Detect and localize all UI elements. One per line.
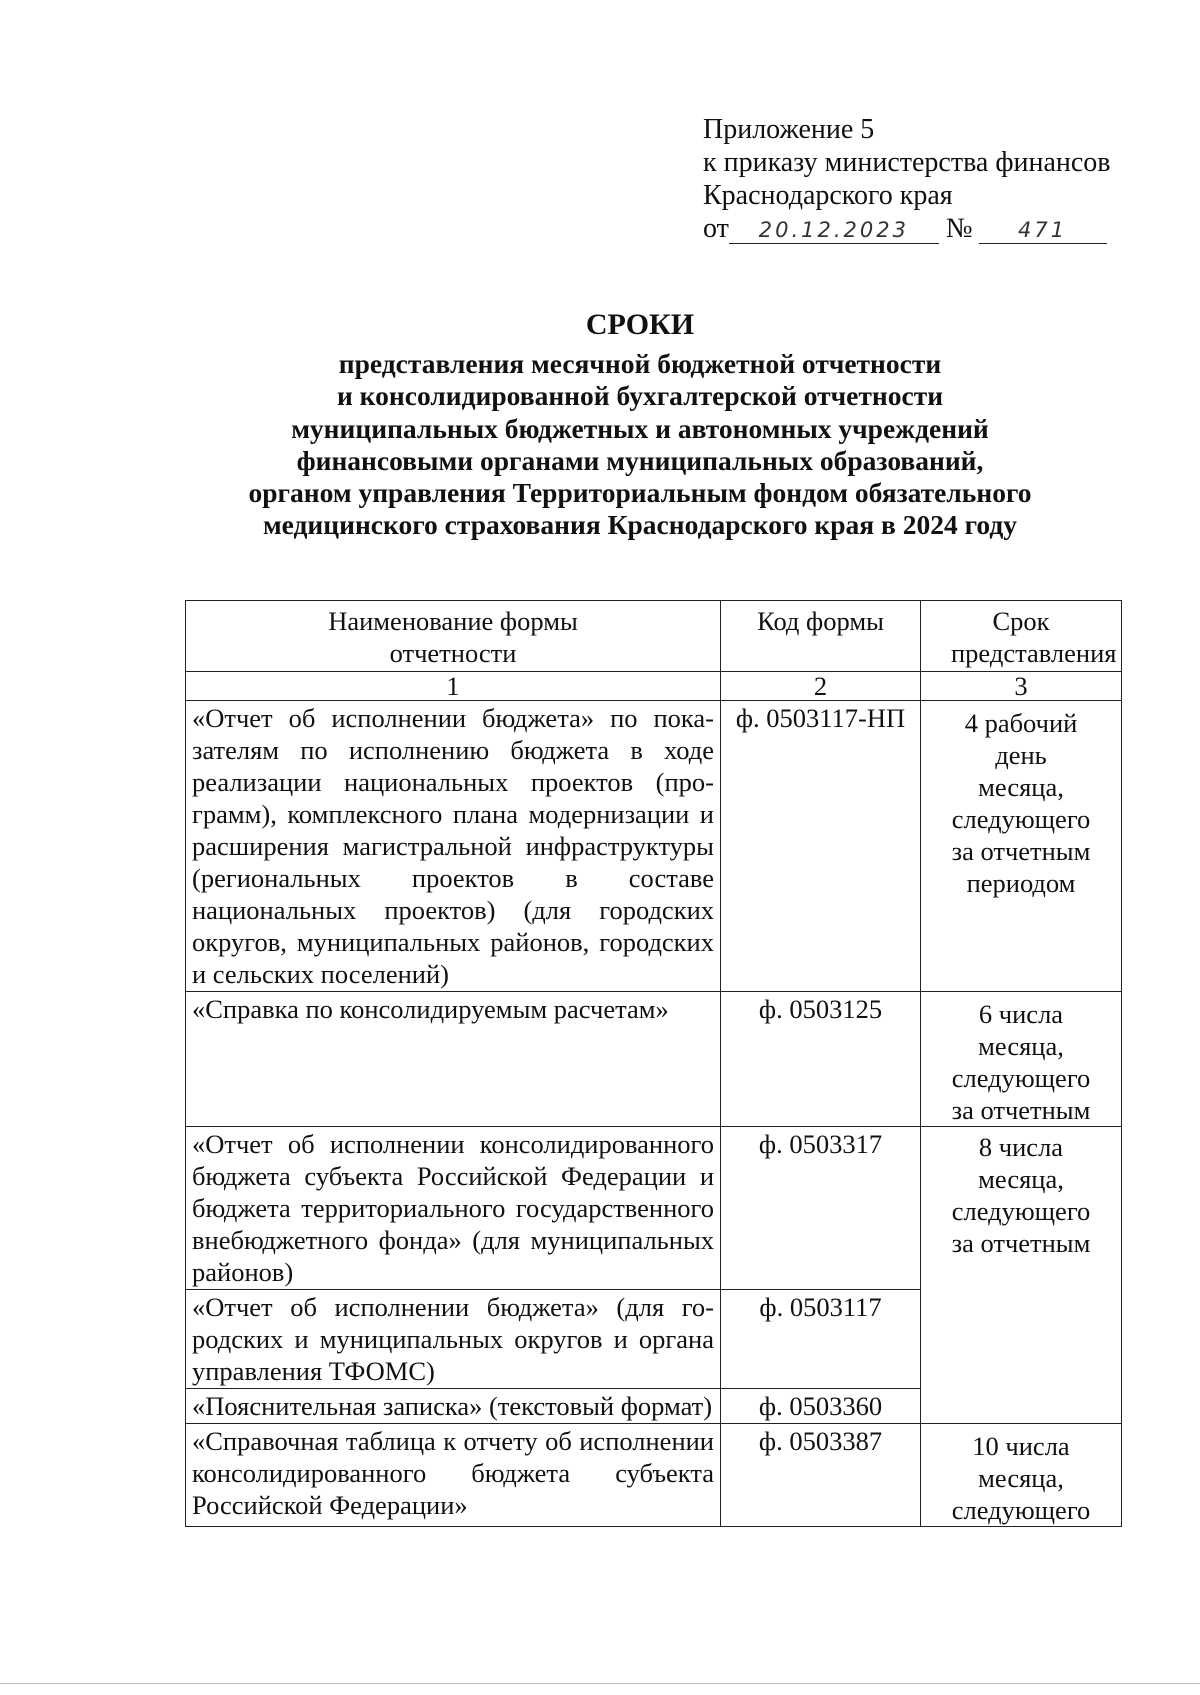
title-line: муниципальных бюджетных и автономных учреждений [291, 412, 989, 444]
title-line: органом управления Территориальным фондом обязательного [248, 477, 1032, 509]
title-line: медицинского страхования Краснодарского края в 2024 году [262, 509, 1018, 541]
appendix-date-line [703, 212, 1111, 245]
deadlines-table [185, 600, 1122, 1527]
column-number: 1 [186, 672, 721, 701]
appendix-block [703, 113, 1111, 245]
deadline-cell: 10 числа месяца, следующего [921, 1424, 1122, 1527]
document-title [160, 305, 1120, 542]
title-line: и консолидированной бухгалтерской отчетности [336, 380, 944, 412]
table-header-row [186, 601, 1122, 672]
form-code-cell: ф. 0503117-НП [721, 701, 921, 992]
form-name-cell: «Отчет об исполнении бюджета» (для городских и муниципальных округов и органа управления ТФОМС) [186, 1290, 721, 1389]
from-label: от [703, 213, 729, 244]
form-code-cell: ф. 0503387 [721, 1424, 921, 1527]
number-label: № [945, 213, 973, 244]
form-name-cell: «Пояснительная записка» (текстовый формат) [186, 1389, 721, 1424]
deadline-cell: 6 числа месяца, следующего за отчетным [921, 992, 1122, 1127]
column-number: 3 [921, 672, 1122, 701]
appendix-number: Приложение 5 [703, 114, 875, 145]
table-row [186, 701, 1122, 992]
handwritten-date: 20.12.2023 [729, 217, 939, 244]
deadline-cell: 8 числа месяца, следующего за отчетным [921, 1127, 1122, 1424]
form-name-cell: «Справочная таблица к отчету об исполнении консолидированного бюджета субъекта Российской Федерации» [186, 1424, 721, 1527]
form-code-cell: ф. 0503117 [721, 1290, 921, 1389]
form-code-cell: ф. 0503360 [721, 1389, 921, 1424]
header-form-code: Код формы [721, 601, 921, 672]
table-row [186, 1424, 1122, 1527]
table-row [186, 1127, 1122, 1290]
form-code-cell: ф. 0503317 [721, 1127, 921, 1290]
deadline-cell: 4 рабочий день месяца, следующего за отчетным периодом [921, 701, 1122, 992]
scan-edge-line [0, 1683, 1200, 1684]
form-name-cell: «Отчет об исполнении бюджета» по показателям по исполнению бюджета в ходе реализации национальных проектов (программ), комплексного плана модернизации и расширения магистральной инфраструктуры (региональных проектов в составе национальных проектов) (для городских округов, муниципальных районов, городских и сельских поселений) [186, 701, 721, 992]
title-main: СРОКИ [585, 308, 695, 341]
title-line: финансовыми органами муниципальных образований, [296, 444, 984, 476]
table-row [186, 992, 1122, 1127]
column-numbers-row [186, 672, 1122, 701]
header-form-name: Наименование формы отчетности [186, 601, 721, 672]
handwritten-number: 471 [979, 217, 1107, 244]
appendix-order-ref: к приказу министерства финансов [703, 147, 1111, 178]
form-code-cell: ф. 0503125 [721, 992, 921, 1127]
form-name-cell: «Отчет об исполнении консолидированного бюджета субъекта Российской Федерации и бюджета территориального государственного внебюджетного фонда» (для муниципальных районов) [186, 1127, 721, 1290]
column-number: 2 [721, 672, 921, 701]
title-line: представления месячной бюджетной отчетности [338, 348, 942, 379]
form-name-cell: «Справка по консолидируемым расчетам» [186, 992, 721, 1127]
header-deadline: Срок представления [921, 601, 1122, 672]
appendix-region: Краснодарского края [703, 180, 953, 211]
